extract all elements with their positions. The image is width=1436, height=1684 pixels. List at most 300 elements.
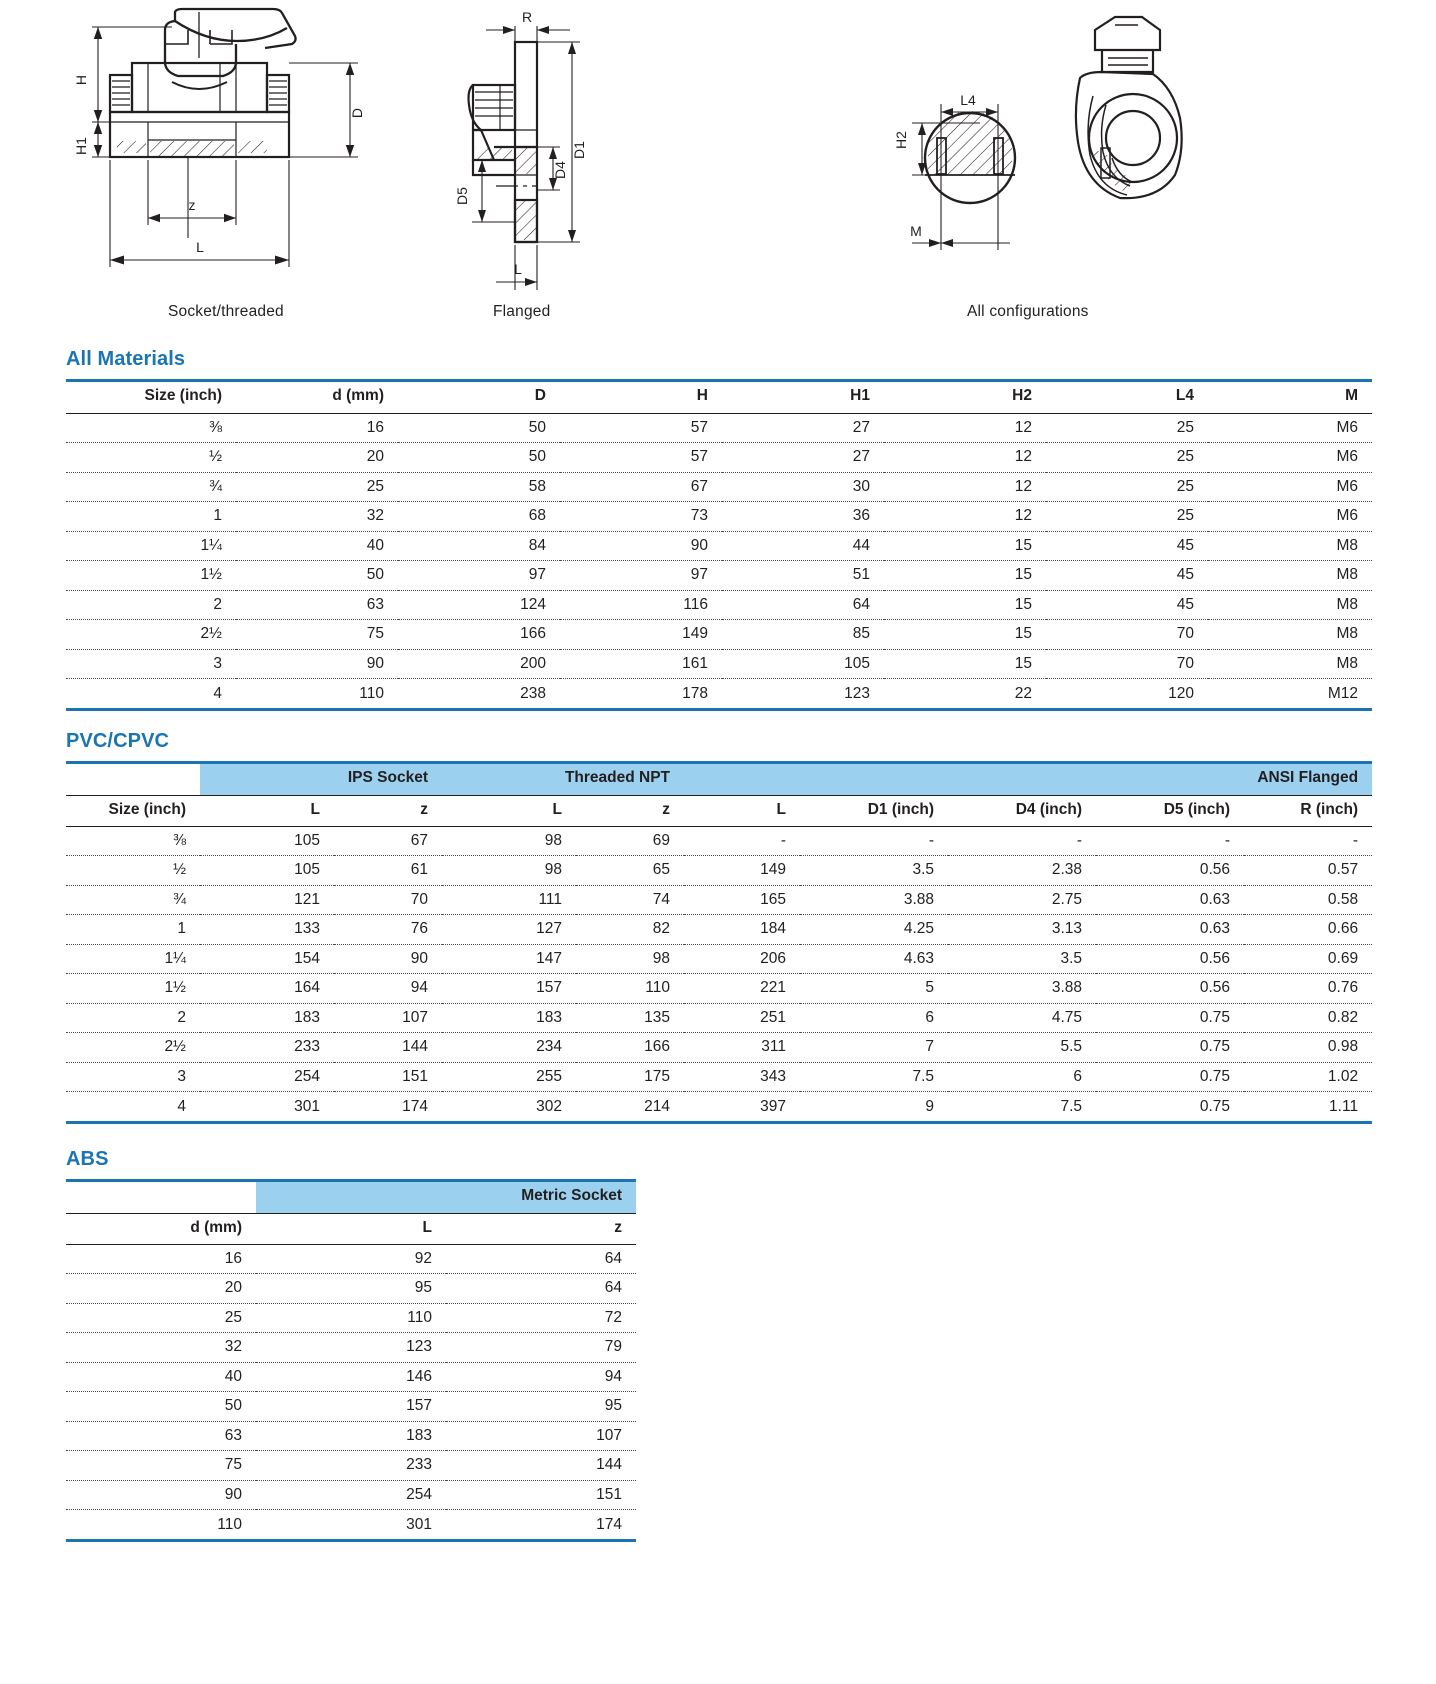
cell: 64 <box>722 590 884 620</box>
cell: 200 <box>398 649 560 679</box>
cell: 110 <box>576 974 684 1004</box>
cell: 251 <box>684 1003 800 1033</box>
cell: 133 <box>200 915 334 945</box>
cell: 107 <box>446 1421 636 1451</box>
cell: 50 <box>236 561 398 591</box>
cell: 90 <box>560 531 722 561</box>
cell: 221 <box>684 974 800 1004</box>
all-materials-title: All Materials <box>66 348 186 370</box>
cell: 75 <box>66 1451 256 1481</box>
col-z: z <box>446 1213 636 1244</box>
cell: 0.98 <box>1244 1033 1372 1063</box>
cell: 157 <box>442 974 576 1004</box>
cell: 25 <box>236 472 398 502</box>
cell: 3 <box>66 649 236 679</box>
cell: 50 <box>66 1392 256 1422</box>
cell: 214 <box>644 1097 671 1115</box>
table-row <box>66 1451 636 1481</box>
cell: 98 <box>442 826 576 856</box>
cell: 65 <box>576 856 684 886</box>
cell: 92 <box>256 1244 446 1274</box>
cell: 15 <box>884 620 1046 650</box>
table-row <box>66 502 1372 532</box>
cell: 25 <box>1046 472 1208 502</box>
cell: 0.63 <box>1096 885 1244 915</box>
cell: ⅜ <box>66 826 200 856</box>
cell: M6 <box>1208 443 1372 473</box>
cell: M6 <box>1208 472 1372 502</box>
cell: M8 <box>1208 620 1372 650</box>
cell: - <box>948 826 1096 856</box>
cell: 0.57 <box>1244 856 1372 886</box>
table-row <box>66 561 1372 591</box>
cell: 30 <box>722 472 884 502</box>
cell: 64 <box>446 1244 636 1274</box>
cell: 69 <box>576 826 684 856</box>
cell: 32 <box>66 1333 256 1363</box>
cell: 311 <box>684 1033 800 1063</box>
cell: 120 <box>1168 684 1194 702</box>
abs-group-row <box>66 1182 636 1213</box>
cell: 0.82 <box>1244 1003 1372 1033</box>
cell: 16 <box>236 413 398 443</box>
cell: 2.38 <box>948 856 1096 886</box>
cell: 79 <box>446 1333 636 1363</box>
pvc-cpvc-section <box>66 730 1372 1124</box>
cell: 3.5 <box>800 856 948 886</box>
col-L4: L4 <box>1046 382 1208 413</box>
cell: 206 <box>684 944 800 974</box>
abs-body <box>66 1244 636 1539</box>
cell: 95 <box>446 1392 636 1422</box>
cell: 166 <box>398 620 560 650</box>
cell: 183 <box>200 1003 334 1033</box>
cell: 57 <box>560 413 722 443</box>
table-row <box>66 1033 1372 1063</box>
cell: - <box>800 826 948 856</box>
cell: 2 <box>66 1003 200 1033</box>
cell: 164 <box>200 974 334 1004</box>
cell: 116 <box>560 590 722 620</box>
table-row <box>66 1062 1372 1092</box>
col-D5-inch: D5 (inch) <box>1096 795 1244 826</box>
svg-text:H2: H2 <box>893 131 909 149</box>
cell: 234 <box>442 1033 576 1063</box>
cell: 174 <box>596 1515 623 1533</box>
pvc-cpvc-table <box>66 764 1372 1121</box>
cell: - <box>684 826 800 856</box>
cell: 5.5 <box>948 1033 1096 1063</box>
technical-drawings-band <box>0 0 1436 340</box>
cell: 165 <box>684 885 800 915</box>
table-row <box>66 1092 1372 1122</box>
cell: 0.75 <box>1096 1062 1244 1092</box>
abs-title: ABS <box>66 1148 109 1170</box>
cell: 25 <box>1046 443 1208 473</box>
svg-text:D4: D4 <box>552 161 568 179</box>
cell: 343 <box>684 1062 800 1092</box>
table-row <box>66 531 1372 561</box>
cell: 72 <box>446 1303 636 1333</box>
all-materials-section <box>66 348 1372 711</box>
col-flg-L: L <box>684 795 800 826</box>
svg-text:L: L <box>196 239 204 255</box>
cell: 2 <box>66 590 236 620</box>
cell: 15 <box>884 561 1046 591</box>
cell: 7.5 <box>800 1062 948 1092</box>
cell: 45 <box>1046 590 1208 620</box>
pvc-cpvc-title: PVC/CPVC <box>66 730 170 752</box>
svg-text:R: R <box>521 9 533 25</box>
cell: 124 <box>398 590 560 620</box>
table-row <box>66 1244 636 1274</box>
cell: 12 <box>884 472 1046 502</box>
cell: 151 <box>334 1062 442 1092</box>
cell: 4 <box>213 684 222 702</box>
cell: 6 <box>948 1062 1096 1092</box>
table-row <box>66 679 1372 709</box>
cell: 1.11 <box>1329 1097 1359 1115</box>
cell: 166 <box>576 1033 684 1063</box>
table-row <box>66 1362 636 1392</box>
col-size-inch: Size (inch) <box>66 795 200 826</box>
group-blank <box>66 764 200 795</box>
col-L: L <box>256 1213 446 1244</box>
cell: 110 <box>217 1515 242 1533</box>
cell: 27 <box>722 443 884 473</box>
cell: 85 <box>722 620 884 650</box>
cell: 98 <box>576 944 684 974</box>
cell: 94 <box>446 1362 636 1392</box>
svg-text:D: D <box>349 107 365 119</box>
col-M: M <box>1208 382 1372 413</box>
cell: 1½ <box>66 561 236 591</box>
cell: 149 <box>684 856 800 886</box>
cell: ½ <box>66 443 236 473</box>
drawing-socket-threaded <box>60 0 410 300</box>
cell: 123 <box>844 684 870 702</box>
col-H: H <box>560 382 722 413</box>
cell: 27 <box>722 413 884 443</box>
cell: 105 <box>200 856 334 886</box>
col-D4-inch: D4 (inch) <box>948 795 1096 826</box>
abs-header-row <box>66 1213 636 1244</box>
cell: 74 <box>576 885 684 915</box>
cell: 175 <box>576 1062 684 1092</box>
cell: 15 <box>884 531 1046 561</box>
abs-table <box>66 1182 636 1539</box>
cell: 25 <box>1046 413 1208 443</box>
cell: M6 <box>1208 502 1372 532</box>
all-materials-body <box>66 413 1372 708</box>
table-row <box>66 1303 636 1333</box>
abs-section <box>66 1148 636 1542</box>
table-row <box>66 620 1372 650</box>
svg-text:M: M <box>910 223 922 239</box>
table-row <box>66 413 1372 443</box>
cell: M12 <box>1327 684 1358 702</box>
cell: 110 <box>359 684 384 702</box>
cell: 3.88 <box>948 974 1096 1004</box>
cell: 301 <box>406 1515 432 1533</box>
cell: 147 <box>442 944 576 974</box>
cell: 4.63 <box>800 944 948 974</box>
table-row <box>66 915 1372 945</box>
cell: 183 <box>256 1421 446 1451</box>
cell: 238 <box>520 684 546 702</box>
cell: 1.02 <box>1244 1062 1372 1092</box>
pvc-cpvc-bottom-rule <box>66 1121 1372 1124</box>
table-row <box>66 856 1372 886</box>
cell: 94 <box>334 974 442 1004</box>
table-row <box>66 649 1372 679</box>
cell: 157 <box>256 1392 446 1422</box>
cell: 57 <box>560 443 722 473</box>
cell: 58 <box>398 472 560 502</box>
cell: 95 <box>256 1274 446 1304</box>
cell: M6 <box>1208 413 1372 443</box>
cell: 4.75 <box>948 1003 1096 1033</box>
cell: 64 <box>446 1274 636 1304</box>
cell: 233 <box>200 1033 334 1063</box>
cell: 121 <box>200 885 334 915</box>
table-row <box>66 1333 636 1363</box>
cell: 107 <box>334 1003 442 1033</box>
cell: 12 <box>884 443 1046 473</box>
cell: 70 <box>334 885 442 915</box>
table-row <box>66 974 1372 1004</box>
group-threaded-npt: Threaded NPT <box>442 764 684 795</box>
table-row <box>66 1510 636 1540</box>
cell: 1½ <box>66 974 200 1004</box>
cell: 36 <box>722 502 884 532</box>
group-blank <box>66 1182 256 1213</box>
col-size-inch: Size (inch) <box>66 382 236 413</box>
cell: 255 <box>442 1062 576 1092</box>
col-H1: H1 <box>722 382 884 413</box>
cell: 12 <box>884 502 1046 532</box>
cell: M8 <box>1208 590 1372 620</box>
caption-socket-threaded: Socket/threaded <box>168 303 284 320</box>
cell: 183 <box>442 1003 576 1033</box>
col-ips-L: L <box>200 795 334 826</box>
svg-text:H1: H1 <box>73 137 89 155</box>
cell: 127 <box>442 915 576 945</box>
cell: 1 <box>66 915 200 945</box>
cell: 0.76 <box>1244 974 1372 1004</box>
cell: 105 <box>722 649 884 679</box>
cell: 75 <box>236 620 398 650</box>
cell: 63 <box>236 590 398 620</box>
cell: 67 <box>334 826 442 856</box>
cell: 90 <box>334 944 442 974</box>
cell: - <box>1244 826 1372 856</box>
cell: 397 <box>760 1097 787 1115</box>
cell: 15 <box>884 649 1046 679</box>
col-d-mm: d (mm) <box>66 1213 256 1244</box>
svg-text:D1: D1 <box>571 141 587 159</box>
cell: 4.25 <box>800 915 948 945</box>
cell: M8 <box>1208 561 1372 591</box>
cell: 4 <box>177 1097 186 1115</box>
cell: 1¼ <box>66 531 236 561</box>
cell: 67 <box>560 472 722 502</box>
cell: M8 <box>1208 531 1372 561</box>
table-row <box>66 944 1372 974</box>
all-materials-header-row <box>66 382 1372 413</box>
cell: 144 <box>446 1451 636 1481</box>
cell: 70 <box>1046 620 1208 650</box>
caption-all-configurations: All configurations <box>967 303 1089 320</box>
cell: 90 <box>236 649 398 679</box>
cell: 0.75 <box>1199 1097 1231 1115</box>
cell: 174 <box>402 1097 428 1115</box>
table-row <box>66 1003 1372 1033</box>
cell: 0.75 <box>1096 1003 1244 1033</box>
table-row <box>66 885 1372 915</box>
cell: - <box>1096 826 1244 856</box>
cell: ¾ <box>66 472 236 502</box>
cell: 12 <box>884 413 1046 443</box>
cell: 3.13 <box>948 915 1096 945</box>
cell: 302 <box>536 1097 562 1115</box>
cell: 45 <box>1046 561 1208 591</box>
cell: 254 <box>200 1062 334 1092</box>
pvc-cpvc-header-row <box>66 795 1372 826</box>
svg-text:L: L <box>514 261 522 277</box>
svg-text:L4: L4 <box>960 92 976 108</box>
svg-text:H: H <box>73 74 89 86</box>
cell: 123 <box>256 1333 446 1363</box>
cell: 25 <box>1046 502 1208 532</box>
cell: 2½ <box>66 1033 200 1063</box>
cell: 0.58 <box>1244 885 1372 915</box>
cell: 1 <box>66 502 236 532</box>
cell: 25 <box>66 1303 256 1333</box>
col-D1-inch: D1 (inch) <box>800 795 948 826</box>
col-npt-L: L <box>442 795 576 826</box>
cell: 154 <box>200 944 334 974</box>
cell: 51 <box>722 561 884 591</box>
cell: 2½ <box>66 620 236 650</box>
cell: 40 <box>236 531 398 561</box>
cell: ½ <box>66 856 200 886</box>
cell: 184 <box>684 915 800 945</box>
cell: 301 <box>294 1097 320 1115</box>
cell: M8 <box>1208 649 1372 679</box>
cell: 16 <box>66 1244 256 1274</box>
cell: 20 <box>236 443 398 473</box>
cell: 70 <box>1046 649 1208 679</box>
svg-text:D5: D5 <box>454 187 470 205</box>
cell: 44 <box>722 531 884 561</box>
cell: 0.69 <box>1244 944 1372 974</box>
table-row <box>66 826 1372 856</box>
cell: 40 <box>66 1362 256 1392</box>
cell: 105 <box>200 826 334 856</box>
cell: 68 <box>398 502 560 532</box>
cell: 97 <box>560 561 722 591</box>
cell: 73 <box>560 502 722 532</box>
cell: 149 <box>560 620 722 650</box>
cell: 7.5 <box>1060 1097 1083 1115</box>
caption-flanged: Flanged <box>493 303 551 320</box>
cell: 84 <box>398 531 560 561</box>
svg-text:z: z <box>188 197 196 213</box>
cell: 254 <box>256 1480 446 1510</box>
group-metric-socket: Metric Socket <box>256 1182 636 1213</box>
col-D: D <box>398 382 560 413</box>
table-row <box>66 1480 636 1510</box>
cell: 0.75 <box>1096 1033 1244 1063</box>
all-materials-bottom-rule <box>66 708 1372 711</box>
cell: 3.88 <box>800 885 948 915</box>
cell: 98 <box>442 856 576 886</box>
cell: 3.5 <box>948 944 1096 974</box>
cell: 3 <box>66 1062 200 1092</box>
cell: 110 <box>256 1303 446 1333</box>
abs-bottom-rule <box>66 1539 636 1542</box>
table-row <box>66 590 1372 620</box>
group-ansi-flanged: ANSI Flanged <box>684 764 1372 795</box>
cell: 161 <box>560 649 722 679</box>
col-H2: H2 <box>884 382 1046 413</box>
col-npt-z: z <box>576 795 684 826</box>
cell: 146 <box>256 1362 446 1392</box>
cell: ⅜ <box>66 413 236 443</box>
cell: 6 <box>800 1003 948 1033</box>
col-d-mm: d (mm) <box>236 382 398 413</box>
col-R-inch: R (inch) <box>1244 795 1372 826</box>
cell: 0.56 <box>1096 856 1244 886</box>
cell: 22 <box>1014 684 1032 702</box>
cell: 0.66 <box>1244 915 1372 945</box>
all-materials-table <box>66 382 1372 708</box>
drawing-all-configurations <box>880 0 1190 300</box>
pvc-cpvc-body <box>66 826 1372 1121</box>
drawing-flanged <box>420 0 650 300</box>
table-row <box>66 1392 636 1422</box>
cell: 32 <box>236 502 398 532</box>
cell: 144 <box>334 1033 442 1063</box>
cell: 82 <box>576 915 684 945</box>
pvc-cpvc-group-row <box>66 764 1372 795</box>
table-row <box>66 1274 636 1304</box>
cell: 2.75 <box>948 885 1096 915</box>
cell: 0.56 <box>1096 974 1244 1004</box>
cell: 0.63 <box>1096 915 1244 945</box>
cell: 151 <box>446 1480 636 1510</box>
table-row <box>66 472 1372 502</box>
cell: 7 <box>800 1033 948 1063</box>
cell: 50 <box>398 443 560 473</box>
col-ips-z: z <box>334 795 442 826</box>
cell: ¾ <box>66 885 200 915</box>
cell: 63 <box>66 1421 256 1451</box>
table-row <box>66 1421 636 1451</box>
cell: 76 <box>334 915 442 945</box>
cell: 20 <box>66 1274 256 1304</box>
cell: 97 <box>398 561 560 591</box>
cell: 90 <box>66 1480 256 1510</box>
cell: 135 <box>576 1003 684 1033</box>
table-row <box>66 443 1372 473</box>
cell: 5 <box>800 974 948 1004</box>
cell: 15 <box>884 590 1046 620</box>
cell: 111 <box>442 885 576 915</box>
cell: 233 <box>256 1451 446 1481</box>
group-ips-socket: IPS Socket <box>200 764 442 795</box>
